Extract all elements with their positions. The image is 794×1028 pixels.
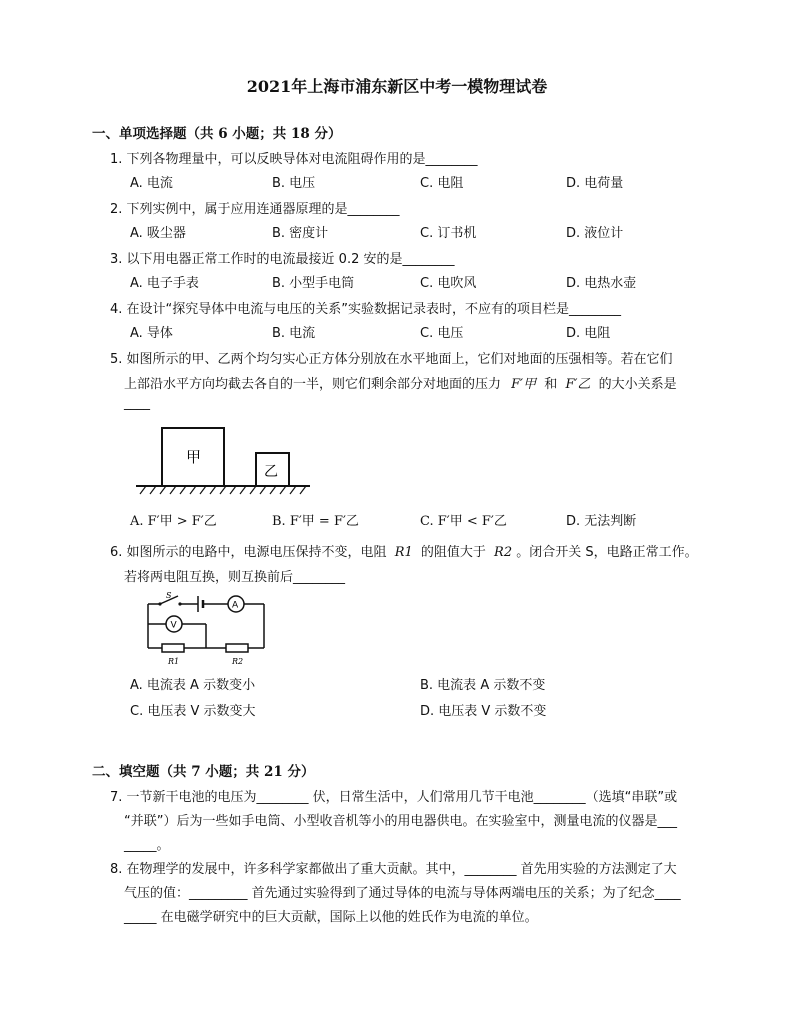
- block-jia-label: 甲: [186, 448, 202, 466]
- q6-option-c: C. 电压表 V 示数变大: [130, 704, 256, 719]
- question-6-text-a: 6. 如图所示的电路中，电源电压保持不变，电阻: [110, 545, 387, 560]
- force-yi-symbol: F′乙: [565, 377, 591, 392]
- q1-option-c: C. 电阻: [420, 176, 464, 191]
- resistor-r1: [162, 644, 184, 652]
- r2-symbol: R2: [494, 545, 513, 560]
- question-7-line-3: _____。: [124, 838, 170, 853]
- q3-option-a: A. 电子手表: [130, 276, 199, 291]
- question-5-blank: ____: [124, 396, 150, 411]
- r2-label: R2: [232, 657, 244, 666]
- q4-option-c: C. 电压: [420, 326, 464, 341]
- q4-option-a: A. 导体: [130, 326, 173, 341]
- section-heading-fill-in: 二、填空题（共 7 小题；共 21 分）: [92, 764, 315, 780]
- ammeter-label: A: [232, 600, 239, 611]
- switch-label: S: [166, 591, 172, 600]
- voltmeter-label: V: [170, 620, 177, 631]
- question-6-line-2: 若将两电阻互换，则互换前后________: [124, 570, 346, 585]
- question-7-line-1: 7. 一节新干电池的电压为________ 伏，日常生活中，人们常用几节干电池________（选填“串联”或: [110, 790, 678, 805]
- page-title: 2021年上海市浦东新区中考一模物理试卷: [246, 77, 548, 96]
- q2-option-d: D. 液位计: [566, 226, 624, 241]
- section-heading-choice: 一、单项选择题（共 6 小题；共 18 分）: [92, 126, 342, 142]
- question-4-stem: 4. 在设计“探究导体中电流与电压的关系”实验数据记录表时，不应有的项目栏是________: [110, 302, 622, 317]
- question-5-line-2-text: 上部沿水平方向均截去各自的一半，则它们剩余部分对地面的压力: [124, 377, 502, 392]
- q6-option-a: A. 电流表 A 示数变小: [130, 678, 256, 693]
- question-6-text-c: 。闭合开关 S，电路正常工作。: [516, 545, 698, 560]
- question-5-line-1: 5. 如图所示的甲、乙两个均匀实心正方体分别放在水平地面上，它们对地面的压强相等。若在它们: [110, 352, 673, 367]
- q3-option-d: D. 电热水壶: [566, 276, 637, 291]
- ground-hatching: [140, 486, 306, 494]
- q1-option-b: B. 电压: [272, 176, 316, 191]
- r1-label: R1: [168, 657, 180, 666]
- r1-symbol: R1: [394, 545, 413, 560]
- question-8-line-2: 气压的值：_________ 首先通过实验得到了通过导体的电流与导体两端电压的关系；为了纪念____: [124, 886, 681, 901]
- q5-option-b: B. F′甲 = F′乙: [272, 514, 359, 529]
- question-5-line-2: [124, 373, 677, 392]
- q1-option-d: D. 电荷量: [566, 176, 624, 191]
- q5-option-a: A. F′甲 > F′乙: [130, 514, 217, 529]
- resistor-r2: [226, 644, 248, 652]
- q4-option-d: D. 电阻: [566, 326, 611, 341]
- force-jia-symbol: F′甲: [511, 377, 537, 392]
- q4-option-b: B. 电流: [272, 326, 316, 341]
- blocks-on-ground-figure: [132, 420, 312, 498]
- q5-option-d: D. 无法判断: [566, 514, 637, 529]
- question-6-line-1: [110, 541, 698, 560]
- question-1-stem: 1. 下列各物理量中，可以反映导体对电流阻碍作用的是________: [110, 152, 478, 167]
- q3-option-b: B. 小型手电筒: [272, 276, 355, 291]
- q1-option-a: A. 电流: [130, 176, 173, 191]
- he-text: 和: [544, 377, 558, 392]
- question-8-line-1: 8. 在物理学的发展中，许多科学家都做出了重大贡献。其中，________ 首先用实验的方法测定了大: [110, 862, 677, 877]
- q5-option-c: C. F′甲 < F′乙: [420, 514, 507, 529]
- question-2-stem: 2. 下列实例中，属于应用连通器原理的是________: [110, 202, 400, 217]
- question-6-text-b: 的阻值大于: [420, 545, 486, 560]
- q6-option-d: D. 电压表 V 示数不变: [420, 704, 547, 719]
- question-8-line-3: _____ 在电磁学研究中的巨大贡献，国际上以他的姓氏作为电流的单位。: [124, 910, 538, 925]
- q3-option-c: C. 电吹风: [420, 276, 477, 291]
- question-3-stem: 3. 以下用电器正常工作时的电流最接近 0.2 安的是________: [110, 252, 455, 267]
- q2-option-b: B. 密度计: [272, 226, 329, 241]
- q2-option-c: C. 订书机: [420, 226, 477, 241]
- block-yi-label: 乙: [264, 464, 278, 480]
- question-5-tail: 的大小关系是: [598, 377, 677, 392]
- question-7-line-2: “并联”）后为一些如手电筒、小型收音机等小的用电器供电。在实验室中，测量电流的仪器是___: [124, 814, 677, 829]
- circuit-diagram: [140, 590, 272, 670]
- q6-option-b: B. 电流表 A 示数不变: [420, 678, 546, 693]
- q2-option-a: A. 吸尘器: [130, 226, 186, 241]
